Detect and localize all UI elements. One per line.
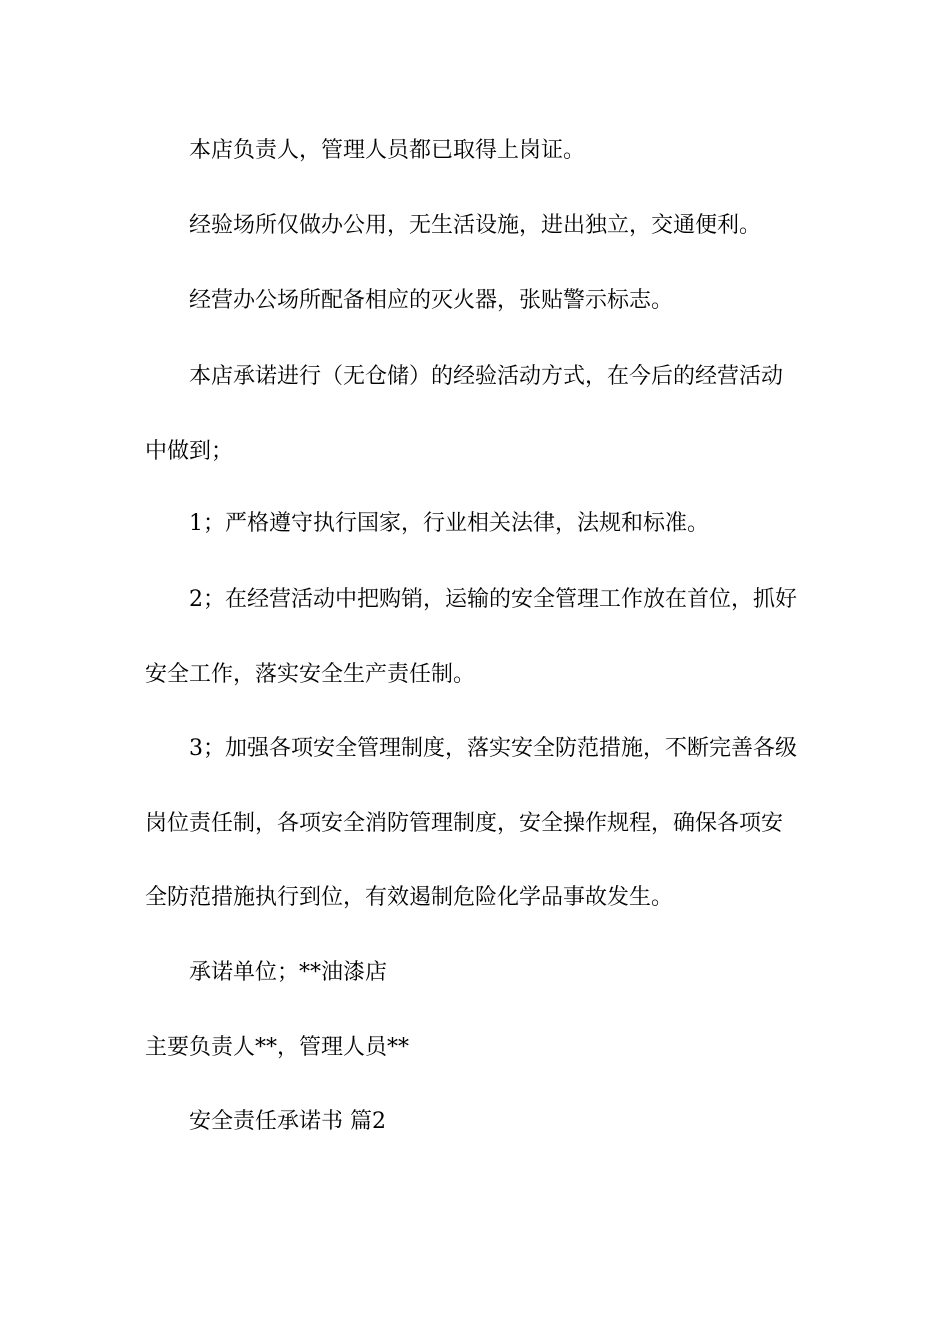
- section-heading: 安全责任承诺书 篇2: [189, 1109, 386, 1134]
- text-line: 经验场所仅做办公用，无生活设施，进出独立，交通便利。: [189, 213, 762, 238]
- list-item-1: 1；严格遵守执行国家，行业相关法律，法规和标准。: [189, 511, 709, 536]
- signing-unit: 承诺单位；**油漆店: [189, 960, 388, 985]
- text-line: 中做到；: [145, 439, 234, 464]
- text-line: 本店负责人，管理人员都已取得上岗证。: [189, 138, 586, 163]
- text-line: 岗位责任制，各项安全消防管理制度，安全操作规程，确保各项安: [145, 811, 784, 836]
- responsible-persons: 主要负责人**，管理人员**: [145, 1035, 410, 1060]
- text-line: 安全工作，落实安全生产责任制。: [145, 662, 476, 687]
- text-line: 经营办公场所配备相应的灭火器，张贴警示标志。: [189, 288, 674, 313]
- text-line: 本店承诺进行（无仓储）的经验活动方式，在今后的经营活动: [189, 364, 784, 389]
- list-item-2: 2；在经营活动中把购销，运输的安全管理工作放在首位，抓好: [189, 587, 797, 612]
- text-line: 全防范措施执行到位，有效遏制危险化学品事故发生。: [145, 885, 674, 910]
- list-item-3: 3；加强各项安全管理制度，落实安全防范措施，不断完善各级: [189, 736, 797, 761]
